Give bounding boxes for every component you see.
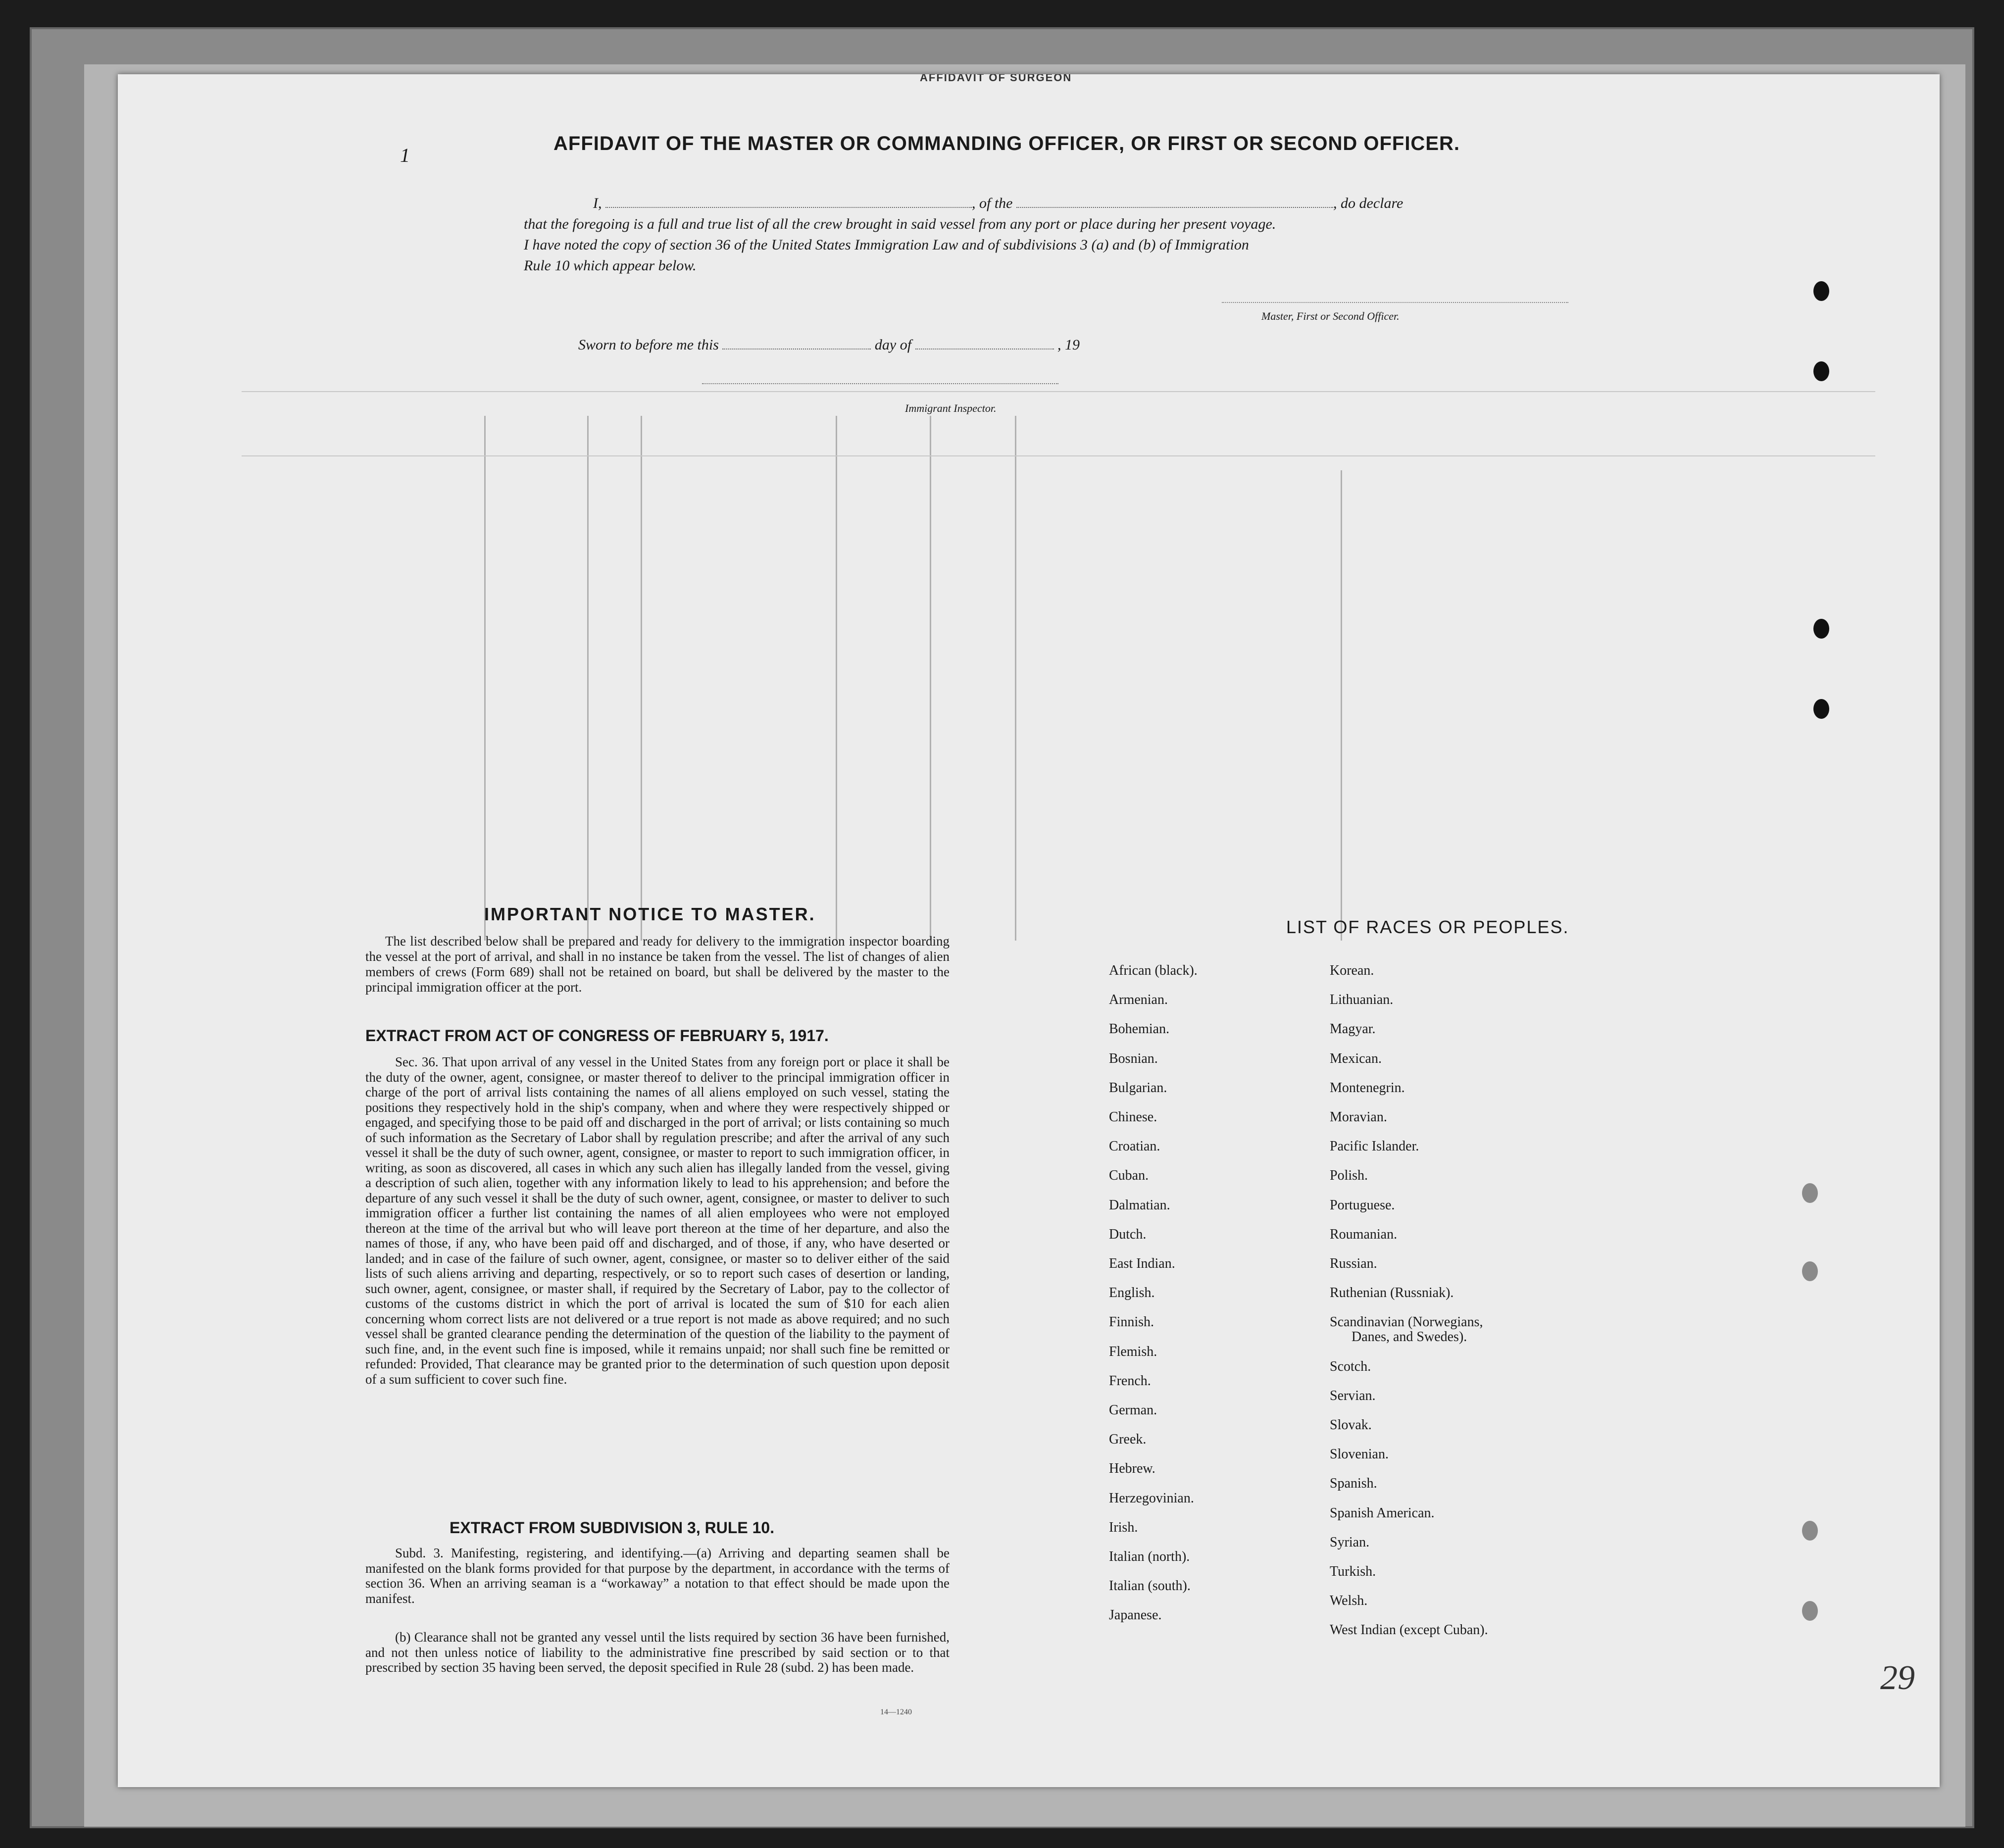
extract-act-heading: EXTRACT FROM ACT OF CONGRESS OF FEBRUARY 5, 1917. xyxy=(365,1027,829,1045)
race-item: Scotch. xyxy=(1330,1358,1371,1374)
punch-hole xyxy=(1802,1521,1818,1541)
race-item: Chinese. xyxy=(1109,1109,1157,1125)
declaration-line-1 xyxy=(524,193,1514,214)
races-heading: LIST OF RACES OR PEOPLES. xyxy=(1286,917,1569,937)
race-item: Dutch. xyxy=(1109,1226,1147,1242)
race-item: Mexican. xyxy=(1330,1050,1382,1066)
race-item: Bulgarian. xyxy=(1109,1080,1167,1096)
race-item: Korean. xyxy=(1330,963,1374,978)
name-blank[interactable] xyxy=(605,195,972,208)
declaration-line-3: I have noted the copy of section 36 of the United States Immigration Law and of subdivisions 3 (a) and (b) of Immigration xyxy=(524,237,1249,253)
top-caption: AFFIDAVIT OF SURGEON xyxy=(920,74,1072,84)
race-item: Pacific Islander. xyxy=(1330,1139,1419,1154)
race-item: Croatian. xyxy=(1109,1139,1160,1154)
race-item: Spanish American. xyxy=(1330,1505,1435,1521)
race-item: Scandinavian (Norwegians, xyxy=(1330,1314,1483,1330)
race-item: Italian (north). xyxy=(1109,1549,1190,1564)
race-item: Polish. xyxy=(1330,1168,1368,1184)
race-item: Irish. xyxy=(1109,1519,1138,1535)
extract-rule-body-a: Subd. 3. Manifesting, registering, and identifying.—(a) Arriving and departing seamen shall be manifested on the blank forms provided for that purpose by the department, in accordance with the terms of section 36. When an arriving seaman is a “workaway” a notation to that effect should be made upon the manifest. xyxy=(365,1546,950,1606)
declaration-text xyxy=(524,193,1514,276)
bleed-through-rule xyxy=(242,391,1875,392)
race-item: African (black). xyxy=(1109,963,1198,978)
handwritten-page-number: 29 xyxy=(1880,1659,1915,1697)
bleed-through-line xyxy=(587,416,589,941)
race-item: Lithuanian. xyxy=(1330,992,1394,1008)
punch-hole xyxy=(1813,361,1829,381)
race-item: Greek. xyxy=(1109,1432,1147,1448)
form-number: 14—1240 xyxy=(880,1708,912,1716)
race-item: Slovak. xyxy=(1330,1417,1372,1433)
race-item: Danes, and Swedes). xyxy=(1352,1329,1467,1345)
page-title: AFFIDAVIT OF THE MASTER OR COMMANDING OFFICER, OR FIRST OR SECOND OFFICER. xyxy=(553,133,1460,154)
race-item: English. xyxy=(1109,1285,1155,1301)
race-item: Herzegovinian. xyxy=(1109,1490,1194,1506)
bleed-through-line xyxy=(1341,470,1342,941)
punch-hole xyxy=(1802,1183,1818,1203)
sworn-text: Sworn to before me this xyxy=(578,337,719,353)
race-item: Russian. xyxy=(1330,1256,1377,1271)
extract-rule-body-b: (b) Clearance shall not be granted any vessel until the lists required by section 36 have been furnished, and not then unless notice of liability to the administrative fine prescribed by said section or to that prescribed by section 35 having been served, the deposit specified in Rule 28 (subd. 2) has been made. xyxy=(365,1630,950,1675)
extract-rule-heading: EXTRACT FROM SUBDIVISION 3, RULE 10. xyxy=(450,1519,775,1537)
race-item: Slovenian. xyxy=(1330,1447,1389,1462)
declaration-line-2: that the foregoing is a full and true list of all the crew brought in said vessel from any port or place during her present voyage. xyxy=(524,216,1276,232)
punch-hole xyxy=(1802,1261,1818,1281)
race-item: Servian. xyxy=(1330,1388,1376,1403)
declaration-line-4: Rule 10 which appear below. xyxy=(524,257,697,274)
declaration-i: I, xyxy=(593,195,602,211)
race-item: Japanese. xyxy=(1109,1607,1162,1623)
race-item: Bosnian. xyxy=(1109,1050,1158,1066)
bleed-through-line xyxy=(836,416,837,941)
notice-body: The list described below shall be prepared and ready for delivery to the immigration inspector boarding the vessel at the port of arrival, and shall in no instance be taken from the vessel. The list of changes of alien members of crews (Form 689) shall not be retained on board, but shall be delivered by the master to the principal immigration officer at the port. xyxy=(365,934,950,995)
race-item: Syrian. xyxy=(1330,1534,1370,1550)
inspector-signature-line[interactable] xyxy=(702,383,1058,384)
race-item: Dalmatian. xyxy=(1109,1197,1170,1213)
race-item: Italian (south). xyxy=(1109,1578,1191,1594)
sworn-month-blank[interactable] xyxy=(915,337,1054,350)
inspector-label: Immigrant Inspector. xyxy=(905,402,997,414)
race-item: Hebrew. xyxy=(1109,1461,1155,1477)
race-item: German. xyxy=(1109,1402,1157,1418)
extract-act-body: Sec. 36. That upon arrival of any vessel in the United States from any foreign port or place it shall be the duty of the owner, agent, consignee, or master thereof to deliver to the principal immigration officer in charge of the port of arrival lists containing the names of all aliens employed on such vessel, stating the positions they respectively hold in the ship's company, when and where they were respectively shipped or engaged, and specifying those to be paid off and discharged in the port of arrival; or lists containing so much of such information as the Secretary of Labor shall by regulation prescribe; and after the arrival of any such vessel it shall be the duty of such owner, agent, consignee, or master to report to such immigration officer, in writing, as soon as discovered, all cases in which any such alien has illegally landed from the vessel, giving a description of such alien, together with any information likely to lead to his apprehension; and before the departure of any such vessel it shall be the duty of such owner, agent, consignee, or master to deliver to such immigration officer a further list containing the names of all alien employees who were not employed thereon at the time of the arrival but who will leave port thereon at the time of her departure, and also the names of those, if any, who have been paid off and discharged, and of those, if any, who have deserted or landed; and in case of the failure of such owner, agent, consignee, or master so to deliver either of the said lists of such aliens arriving and departing, respectively, or so to report such cases of desertion or landing, such owner, agent, consignee, or master shall, if required by the Secretary of Labor, pay to the collector of customs of the customs district in which the port of arrival is located the sum of $10 for each alien concerning whom correct lists are not delivered or a true report is not made as above required; and no such vessel shall be granted clearance pending the determination of the question of the liability to the payment of such fine, and, in the event such fine is imposed, while it remains unpaid; nor shall such fine be remitted or refunded: Provided, That clearance may be granted prior to the determination of such question upon deposit of a sum sufficient to cover such fine. xyxy=(365,1054,950,1387)
declaration-of-the: , of the xyxy=(972,195,1013,211)
day-of-text: day of xyxy=(874,337,912,353)
sworn-day-blank[interactable] xyxy=(722,337,871,350)
race-item: Flemish. xyxy=(1109,1344,1157,1359)
year-prefix-text: , 19 xyxy=(1057,337,1080,353)
race-item: French. xyxy=(1109,1373,1151,1389)
signature-label: Master, First or Second Officer. xyxy=(1261,310,1400,322)
bleed-through-line xyxy=(930,416,931,941)
punch-hole xyxy=(1813,281,1829,301)
race-item: Cuban. xyxy=(1109,1168,1149,1184)
bleed-through-line xyxy=(641,416,642,941)
bleed-through-line xyxy=(484,416,486,941)
race-item: Finnish. xyxy=(1109,1314,1154,1330)
race-item: Bohemian. xyxy=(1109,1021,1170,1037)
handwritten-mark: 1 xyxy=(400,144,410,166)
bleed-through-line xyxy=(1015,416,1016,941)
sworn-line xyxy=(578,337,1080,353)
race-item: East Indian. xyxy=(1109,1256,1175,1271)
race-item: Roumanian. xyxy=(1330,1226,1398,1242)
race-item: Moravian. xyxy=(1330,1109,1387,1125)
race-item: Montenegrin. xyxy=(1330,1080,1405,1096)
punch-hole xyxy=(1802,1601,1818,1621)
race-item: Armenian. xyxy=(1109,992,1168,1008)
race-item: West Indian (except Cuban). xyxy=(1330,1622,1488,1638)
race-item: Welsh. xyxy=(1330,1593,1368,1609)
signature-line[interactable] xyxy=(1222,302,1568,303)
race-item: Magyar. xyxy=(1330,1021,1376,1037)
bleed-through-rule xyxy=(242,455,1875,456)
form-page xyxy=(118,74,1940,1787)
vessel-blank[interactable] xyxy=(1016,195,1333,208)
race-item: Turkish. xyxy=(1330,1564,1376,1579)
declaration-do-declare: , do declare xyxy=(1333,195,1403,211)
punch-hole xyxy=(1813,619,1829,639)
race-item: Spanish. xyxy=(1330,1476,1377,1492)
race-item: Ruthenian (Russniak). xyxy=(1330,1285,1454,1301)
punch-hole xyxy=(1813,699,1829,719)
race-item: Portuguese. xyxy=(1330,1197,1395,1213)
notice-heading: IMPORTANT NOTICE TO MASTER. xyxy=(484,904,816,924)
